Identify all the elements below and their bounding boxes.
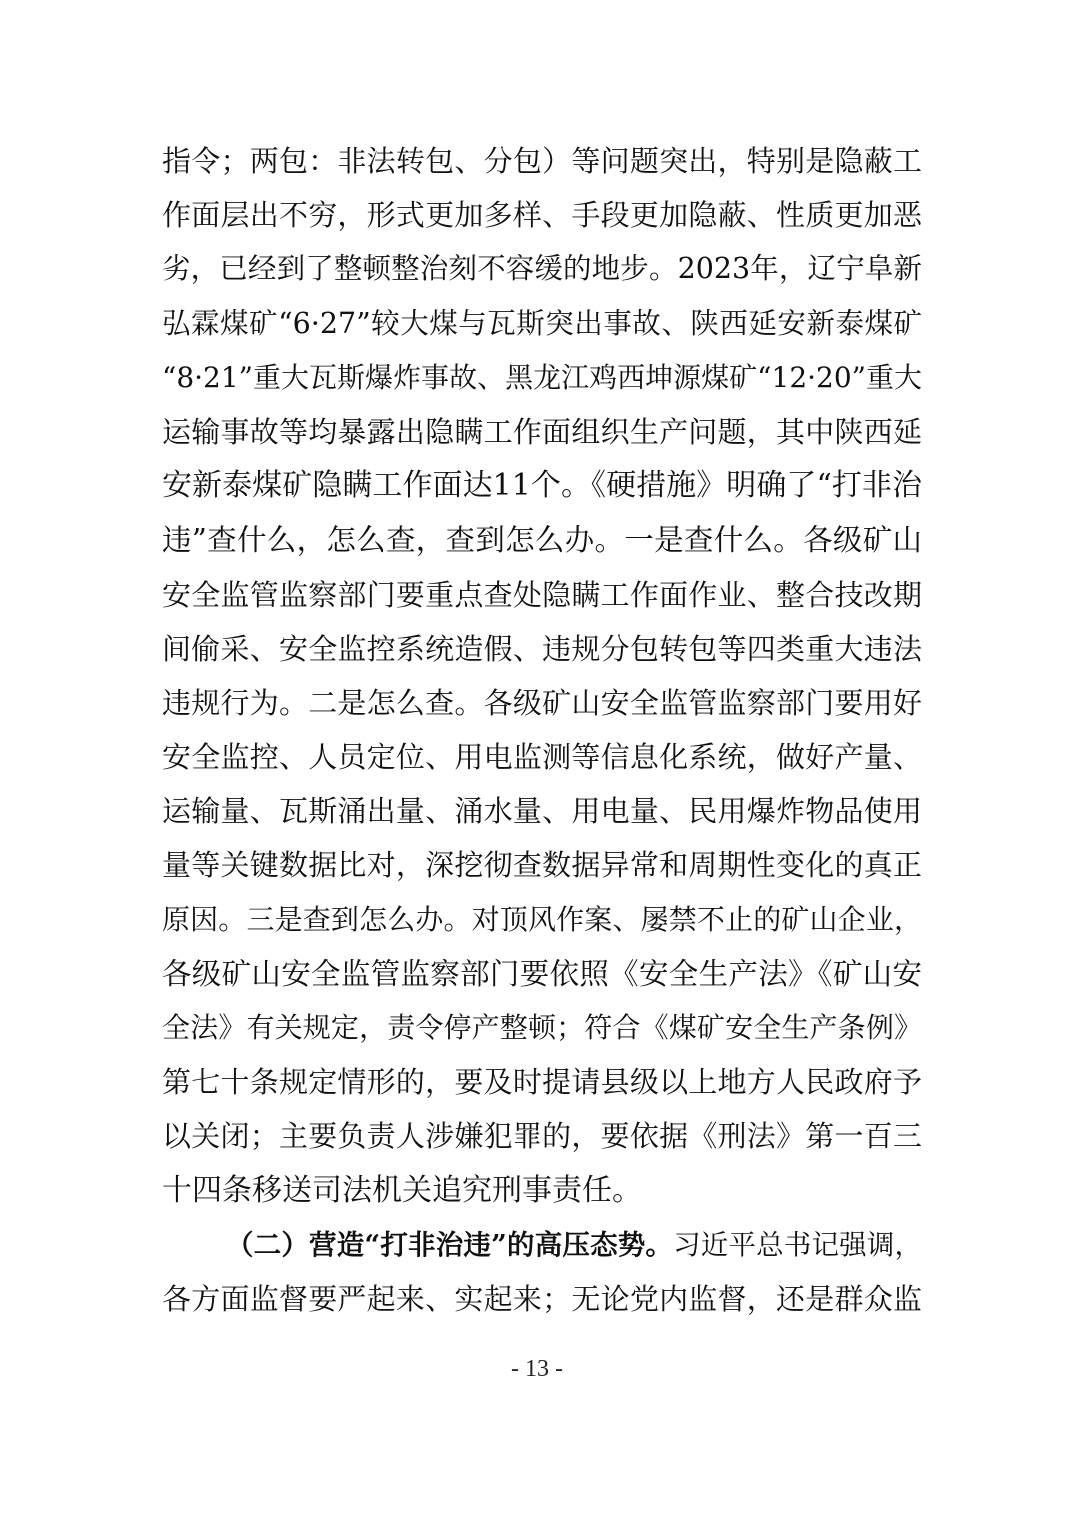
body-text bbox=[162, 134, 922, 1326]
text-line: 指令；两包：非法转包、分包）等问题突出，特别是隐蔽工 bbox=[162, 144, 922, 178]
text-line: 运输事故等均暴露出隐瞒工作面组织生产问题，其中陕西延 bbox=[162, 414, 922, 449]
text-line: 各方面监督要严起来、实起来；无论党内监督，还是群众监 bbox=[162, 1281, 922, 1316]
section-heading: （二）营造“打非治违”的高压态势。 bbox=[226, 1228, 674, 1261]
text-line: 安新泰煤矿隐瞒工作面达11个。《硬措施》明确了“打非治 bbox=[162, 468, 922, 504]
text-line: 违”查什么，怎么查，查到怎么办。一是查什么。各级矿山 bbox=[162, 523, 922, 558]
text-line: 运输量、瓦斯涌出量、涌水量、用电量、民用爆炸物品使用 bbox=[162, 794, 922, 829]
section-heading-line bbox=[162, 1218, 922, 1272]
text-line: 量等关键数据比对，深挖彻查数据异常和周期性变化的真正 bbox=[162, 848, 922, 883]
page-number: - 13 - bbox=[511, 1356, 563, 1382]
text-line: 以关闭；主要负责人涉嫌犯罪的，要依据《刑法》第一百三 bbox=[162, 1119, 922, 1154]
text-line: 原因。三是查到怎么办。对顶风作案、屡禁不止的矿山企业， bbox=[162, 902, 922, 936]
text-line: 各级矿山安全监管监察部门要依照《安全生产法》《矿山安 bbox=[162, 956, 922, 991]
text-line: 十四条移送司法机关追究刑事责任。 bbox=[162, 1172, 642, 1208]
text-line: “8·21”重大瓦斯爆炸事故、黑龙江鸡西坤源煤矿“12·20”重大 bbox=[162, 360, 922, 394]
text-line: 安全监控、人员定位、用电监测等信息化系统，做好产量、 bbox=[162, 740, 922, 775]
text-line: 劣，已经到了整顿整治刻不容缓的地步。2023年，辽宁阜新 bbox=[162, 252, 922, 286]
text-line: 间偷采、安全监控系统造假、违规分包转包等四类重大违法 bbox=[162, 631, 922, 666]
section-heading-continuation: 习近平总书记强调， bbox=[673, 1228, 923, 1261]
text-line: 违规行为。二是怎么查。各级矿山安全监管监察部门要用好 bbox=[162, 685, 922, 720]
text-line: 安全监管监察部门要重点查处隐瞒工作面作业、整合技改期 bbox=[162, 577, 922, 612]
text-line: 全法》有关规定，责令停产整顿；符合《煤矿安全生产条例》 bbox=[162, 1011, 922, 1044]
text-line: 第七十条规定情形的，要及时提请县级以上地方人民政府予 bbox=[162, 1065, 922, 1100]
text-line: 作面层出不穷，形式更加多样、手段更加隐蔽、性质更加恶 bbox=[162, 198, 922, 233]
text-line: 弘霖煤矿“6·27”较大煤与瓦斯突出事故、陕西延安新泰煤矿 bbox=[162, 306, 922, 340]
